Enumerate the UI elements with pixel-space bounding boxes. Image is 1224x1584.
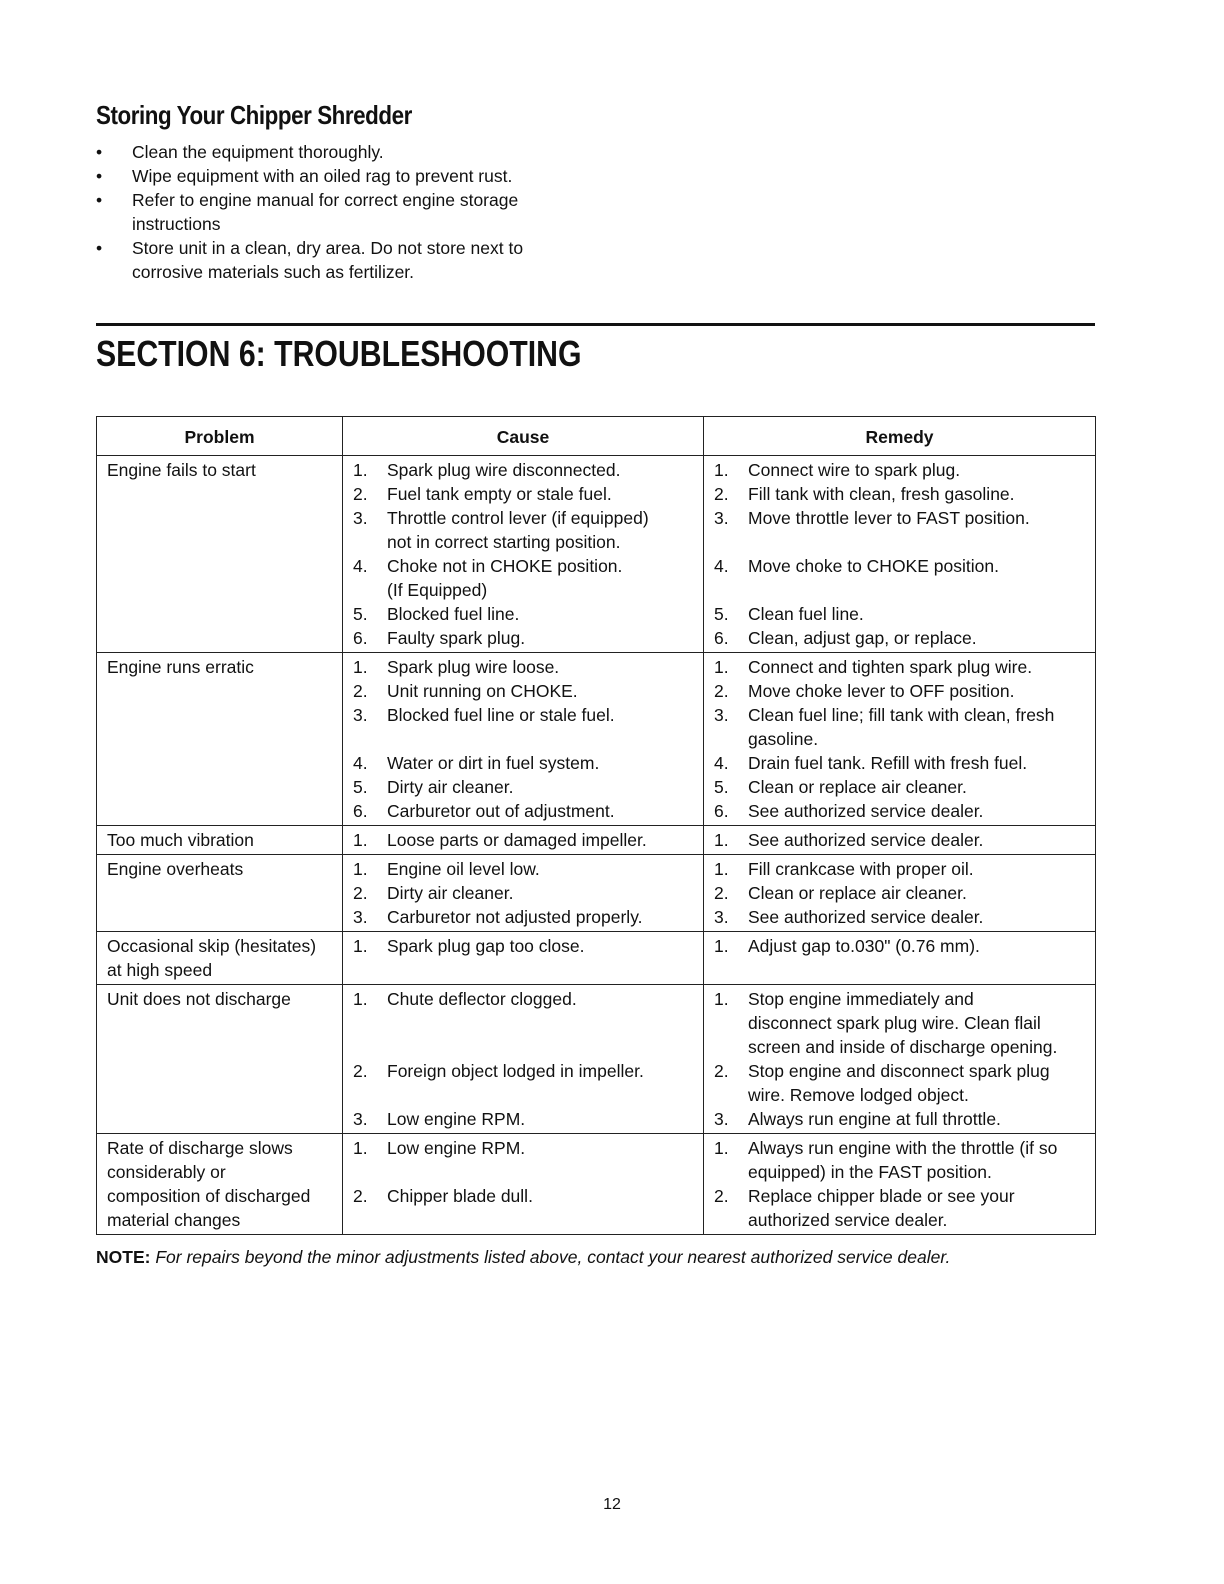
cause-line: Blocked fuel line. bbox=[387, 604, 520, 624]
remedy-text bbox=[748, 703, 1089, 751]
cause-line: Throttle control lever (if equipped) bbox=[387, 508, 649, 528]
remedy-text bbox=[748, 857, 1089, 881]
cause-text bbox=[387, 751, 697, 775]
cause-text bbox=[387, 1136, 697, 1184]
remedy-number: 1. bbox=[714, 936, 729, 956]
remedy-cell bbox=[704, 932, 1096, 985]
cause-text bbox=[387, 857, 697, 881]
remedy-line: See authorized service dealer. bbox=[748, 801, 984, 821]
remedy-line: Clean or replace air cleaner. bbox=[748, 883, 967, 903]
cause-item bbox=[353, 905, 697, 929]
cause-number: 3. bbox=[353, 907, 368, 927]
remedy-cell bbox=[704, 855, 1096, 932]
cause-line: Water or dirt in fuel system. bbox=[387, 753, 600, 773]
storing-bullet bbox=[96, 140, 616, 164]
remedy-text bbox=[748, 679, 1089, 703]
cause-text bbox=[387, 602, 697, 626]
remedy-text bbox=[748, 934, 1089, 958]
cause-cell bbox=[343, 855, 704, 932]
problem-line: Engine fails to start bbox=[107, 460, 256, 480]
table-row bbox=[97, 456, 1096, 653]
cause-number: 3. bbox=[353, 705, 368, 725]
table-row bbox=[97, 826, 1096, 855]
cause-item bbox=[353, 934, 697, 958]
remedy-item bbox=[714, 1184, 1089, 1232]
remedy-cell bbox=[704, 826, 1096, 855]
remedy-number: 2. bbox=[714, 1186, 729, 1206]
header-remedy: Remedy bbox=[704, 417, 1096, 456]
remedy-line: Drain fuel tank. Refill with fresh fuel. bbox=[748, 753, 1028, 773]
cause-text bbox=[387, 799, 697, 823]
cause-number: 3. bbox=[353, 1109, 368, 1129]
cause-item bbox=[353, 799, 697, 823]
cause-line: Dirty air cleaner. bbox=[387, 883, 514, 903]
remedy-number: 1. bbox=[714, 859, 729, 879]
footnote bbox=[96, 1245, 950, 1269]
table-header-row bbox=[97, 417, 1096, 456]
remedy-number: 1. bbox=[714, 989, 729, 1009]
cause-cell bbox=[343, 456, 704, 653]
cause-number: 5. bbox=[353, 604, 368, 624]
cause-text bbox=[387, 1059, 697, 1107]
table-row bbox=[97, 1134, 1096, 1235]
cause-text bbox=[387, 1107, 697, 1131]
cause-item bbox=[353, 1184, 697, 1232]
problem-line: Rate of discharge slows bbox=[107, 1138, 293, 1158]
table-row bbox=[97, 855, 1096, 932]
problem-cell bbox=[97, 932, 343, 985]
cause-line: Carburetor out of adjustment. bbox=[387, 801, 615, 821]
remedy-item bbox=[714, 554, 1089, 602]
cause-cell bbox=[343, 653, 704, 826]
cause-item bbox=[353, 506, 697, 554]
cause-number: 1. bbox=[353, 989, 368, 1009]
cause-line: Faulty spark plug. bbox=[387, 628, 526, 648]
cause-line: Carburetor not adjusted properly. bbox=[387, 907, 643, 927]
remedy-line: Adjust gap to.030" (0.76 mm). bbox=[748, 936, 980, 956]
cause-number: 5. bbox=[353, 777, 368, 797]
cause-item bbox=[353, 679, 697, 703]
cause-number: 1. bbox=[353, 859, 368, 879]
cause-item bbox=[353, 458, 697, 482]
cause-number: 4. bbox=[353, 753, 368, 773]
problem-line: at high speed bbox=[107, 960, 213, 980]
remedy-item bbox=[714, 602, 1089, 626]
remedy-item bbox=[714, 626, 1089, 650]
remedy-number: 1. bbox=[714, 460, 729, 480]
table-row bbox=[97, 653, 1096, 826]
cause-line: Chipper blade dull. bbox=[387, 1186, 533, 1206]
cause-text bbox=[387, 1184, 697, 1232]
remedy-text bbox=[748, 602, 1089, 626]
table-row bbox=[97, 932, 1096, 985]
remedy-item bbox=[714, 703, 1089, 751]
table-body bbox=[97, 456, 1096, 1235]
cause-line: Unit running on CHOKE. bbox=[387, 681, 578, 701]
problem-cell bbox=[97, 653, 343, 826]
table-row bbox=[97, 985, 1096, 1134]
problem-line: Engine overheats bbox=[107, 859, 244, 879]
remedy-text bbox=[748, 655, 1089, 679]
cause-item bbox=[353, 828, 697, 852]
cause-item bbox=[353, 987, 697, 1059]
remedy-text bbox=[748, 828, 1089, 852]
cause-line: Dirty air cleaner. bbox=[387, 777, 514, 797]
remedy-line: gasoline. bbox=[748, 729, 819, 749]
remedy-number: 5. bbox=[714, 604, 729, 624]
cause-item bbox=[353, 751, 697, 775]
header-cause: Cause bbox=[343, 417, 704, 456]
remedy-number: 2. bbox=[714, 1061, 729, 1081]
remedy-text bbox=[748, 506, 1089, 554]
remedy-item bbox=[714, 828, 1089, 852]
remedy-text bbox=[748, 775, 1089, 799]
cause-line: Low engine RPM. bbox=[387, 1138, 526, 1158]
cause-item bbox=[353, 655, 697, 679]
remedy-item bbox=[714, 679, 1089, 703]
remedy-text bbox=[748, 554, 1089, 602]
remedy-number: 4. bbox=[714, 556, 729, 576]
cause-number: 2. bbox=[353, 681, 368, 701]
storing-heading: Storing Your Chipper Shredder bbox=[96, 100, 412, 130]
cause-text bbox=[387, 828, 697, 852]
remedy-line: Move throttle lever to FAST position. bbox=[748, 508, 1030, 528]
cause-text bbox=[387, 482, 697, 506]
remedy-item bbox=[714, 751, 1089, 775]
problem-cell bbox=[97, 855, 343, 932]
bullet-line: Refer to engine manual for correct engine storage bbox=[132, 190, 519, 210]
cause-line: not in correct starting position. bbox=[387, 532, 621, 552]
cause-cell bbox=[343, 826, 704, 855]
remedy-line: equipped) in the FAST position. bbox=[748, 1162, 992, 1182]
cause-line: Low engine RPM. bbox=[387, 1109, 526, 1129]
cause-number: 1. bbox=[353, 830, 368, 850]
cause-number: 6. bbox=[353, 628, 368, 648]
cause-text bbox=[387, 554, 697, 602]
section-heading: SECTION 6: TROUBLESHOOTING bbox=[96, 333, 582, 374]
remedy-line: disconnect spark plug wire. Clean flail bbox=[748, 1013, 1041, 1033]
remedy-line: Always run engine with the throttle (if so bbox=[748, 1138, 1058, 1158]
remedy-line: Move choke lever to OFF position. bbox=[748, 681, 1015, 701]
remedy-item bbox=[714, 934, 1089, 958]
cause-item bbox=[353, 1136, 697, 1184]
remedy-text bbox=[748, 1136, 1089, 1184]
cause-text bbox=[387, 987, 697, 1059]
problem-line: Engine runs erratic bbox=[107, 657, 254, 677]
remedy-text bbox=[748, 905, 1089, 929]
remedy-text bbox=[748, 1184, 1089, 1232]
storing-bullet-list bbox=[96, 140, 616, 284]
remedy-line: Clean fuel line; fill tank with clean, fresh bbox=[748, 705, 1055, 725]
cause-item bbox=[353, 703, 697, 751]
remedy-number: 1. bbox=[714, 657, 729, 677]
bullet-line: Clean the equipment thoroughly. bbox=[132, 142, 384, 162]
remedy-number: 1. bbox=[714, 830, 729, 850]
remedy-number: 1. bbox=[714, 1138, 729, 1158]
remedy-line: See authorized service dealer. bbox=[748, 830, 984, 850]
bullet-line: instructions bbox=[132, 214, 221, 234]
bullet-icon: • bbox=[96, 190, 103, 210]
cause-item bbox=[353, 626, 697, 650]
remedy-text bbox=[748, 482, 1089, 506]
section-divider bbox=[96, 323, 1095, 326]
cause-number: 2. bbox=[353, 484, 368, 504]
remedy-number: 6. bbox=[714, 628, 729, 648]
remedy-text bbox=[748, 1107, 1089, 1131]
remedy-item bbox=[714, 775, 1089, 799]
cause-text bbox=[387, 506, 697, 554]
cause-text bbox=[387, 881, 697, 905]
note-text: For repairs beyond the minor adjustments listed above, contact your nearest authorized service dealer. bbox=[155, 1247, 951, 1267]
remedy-line: Clean or replace air cleaner. bbox=[748, 777, 967, 797]
remedy-number: 6. bbox=[714, 801, 729, 821]
cause-number: 6. bbox=[353, 801, 368, 821]
remedy-line: wire. Remove lodged object. bbox=[748, 1085, 969, 1105]
cause-number: 1. bbox=[353, 460, 368, 480]
problem-line: material changes bbox=[107, 1210, 241, 1230]
remedy-item bbox=[714, 1136, 1089, 1184]
remedy-item bbox=[714, 506, 1089, 554]
remedy-text bbox=[748, 458, 1089, 482]
cause-line: Fuel tank empty or stale fuel. bbox=[387, 484, 612, 504]
cause-text bbox=[387, 703, 697, 751]
remedy-text bbox=[748, 881, 1089, 905]
remedy-item bbox=[714, 987, 1089, 1059]
remedy-item bbox=[714, 482, 1089, 506]
remedy-line: Clean, adjust gap, or replace. bbox=[748, 628, 977, 648]
remedy-line: Fill crankcase with proper oil. bbox=[748, 859, 974, 879]
cause-cell bbox=[343, 985, 704, 1134]
cause-line: Spark plug gap too close. bbox=[387, 936, 585, 956]
storing-bullet bbox=[96, 188, 616, 236]
remedy-line: authorized service dealer. bbox=[748, 1210, 948, 1230]
problem-line: Occasional skip (hesitates) bbox=[107, 936, 317, 956]
cause-line: Foreign object lodged in impeller. bbox=[387, 1061, 644, 1081]
cause-item bbox=[353, 482, 697, 506]
remedy-item bbox=[714, 1107, 1089, 1131]
cause-cell bbox=[343, 1134, 704, 1235]
cause-text bbox=[387, 934, 697, 958]
cause-text bbox=[387, 655, 697, 679]
cause-number: 1. bbox=[353, 936, 368, 956]
problem-line: Too much vibration bbox=[107, 830, 254, 850]
cause-line: Engine oil level low. bbox=[387, 859, 540, 879]
cause-item bbox=[353, 857, 697, 881]
note-label: NOTE: bbox=[96, 1247, 151, 1267]
remedy-item bbox=[714, 905, 1089, 929]
bullet-icon: • bbox=[96, 142, 103, 162]
problem-cell bbox=[97, 1134, 343, 1235]
remedy-line: Stop engine and disconnect spark plug bbox=[748, 1061, 1050, 1081]
storing-bullet bbox=[96, 164, 616, 188]
cause-item bbox=[353, 1059, 697, 1107]
remedy-item bbox=[714, 881, 1089, 905]
cause-number: 2. bbox=[353, 883, 368, 903]
troubleshooting-table bbox=[96, 416, 1096, 1235]
remedy-number: 3. bbox=[714, 1109, 729, 1129]
problem-line: composition of discharged bbox=[107, 1186, 311, 1206]
cause-line: Spark plug wire disconnected. bbox=[387, 460, 621, 480]
remedy-text bbox=[748, 987, 1089, 1059]
cause-line: Spark plug wire loose. bbox=[387, 657, 560, 677]
cause-line: Loose parts or damaged impeller. bbox=[387, 830, 647, 850]
remedy-line: Clean fuel line. bbox=[748, 604, 864, 624]
remedy-item bbox=[714, 655, 1089, 679]
remedy-number: 3. bbox=[714, 508, 729, 528]
cause-line: Choke not in CHOKE position. bbox=[387, 556, 623, 576]
cause-text bbox=[387, 626, 697, 650]
cause-text bbox=[387, 679, 697, 703]
cause-line: Blocked fuel line or stale fuel. bbox=[387, 705, 615, 725]
cause-number: 1. bbox=[353, 657, 368, 677]
remedy-item bbox=[714, 857, 1089, 881]
cause-number: 1. bbox=[353, 1138, 368, 1158]
cause-item bbox=[353, 775, 697, 799]
cause-number: 4. bbox=[353, 556, 368, 576]
remedy-text bbox=[748, 799, 1089, 823]
cause-number: 2. bbox=[353, 1186, 368, 1206]
remedy-line: screen and inside of discharge opening. bbox=[748, 1037, 1058, 1057]
remedy-item bbox=[714, 799, 1089, 823]
bullet-line: Wipe equipment with an oiled rag to prevent rust. bbox=[132, 166, 513, 186]
cause-number: 3. bbox=[353, 508, 368, 528]
header-problem: Problem bbox=[97, 417, 343, 456]
cause-text bbox=[387, 458, 697, 482]
bullet-icon: • bbox=[96, 238, 103, 258]
cause-item bbox=[353, 602, 697, 626]
remedy-number: 3. bbox=[714, 907, 729, 927]
remedy-line: See authorized service dealer. bbox=[748, 907, 984, 927]
problem-line: Unit does not discharge bbox=[107, 989, 291, 1009]
problem-cell bbox=[97, 456, 343, 653]
bullet-line: corrosive materials such as fertilizer. bbox=[132, 262, 415, 282]
remedy-number: 2. bbox=[714, 484, 729, 504]
remedy-item bbox=[714, 458, 1089, 482]
remedy-text bbox=[748, 626, 1089, 650]
storing-bullet bbox=[96, 236, 616, 284]
cause-text bbox=[387, 905, 697, 929]
cause-text bbox=[387, 775, 697, 799]
remedy-cell bbox=[704, 1134, 1096, 1235]
bullet-icon: • bbox=[96, 166, 103, 186]
bullet-line: Store unit in a clean, dry area. Do not store next to bbox=[132, 238, 524, 258]
remedy-line: Move choke to CHOKE position. bbox=[748, 556, 999, 576]
remedy-number: 4. bbox=[714, 753, 729, 773]
remedy-line: Stop engine immediately and bbox=[748, 989, 974, 1009]
remedy-number: 2. bbox=[714, 883, 729, 903]
remedy-cell bbox=[704, 653, 1096, 826]
remedy-line: Connect and tighten spark plug wire. bbox=[748, 657, 1033, 677]
remedy-line: Always run engine at full throttle. bbox=[748, 1109, 1001, 1129]
cause-item bbox=[353, 881, 697, 905]
problem-line: considerably or bbox=[107, 1162, 226, 1182]
remedy-line: Replace chipper blade or see your bbox=[748, 1186, 1015, 1206]
remedy-text bbox=[748, 751, 1089, 775]
problem-cell bbox=[97, 985, 343, 1134]
cause-number: 2. bbox=[353, 1061, 368, 1081]
remedy-number: 5. bbox=[714, 777, 729, 797]
problem-cell bbox=[97, 826, 343, 855]
remedy-number: 2. bbox=[714, 681, 729, 701]
page-number: 12 bbox=[603, 1496, 621, 1513]
cause-item bbox=[353, 1107, 697, 1131]
remedy-line: Fill tank with clean, fresh gasoline. bbox=[748, 484, 1015, 504]
remedy-line: Connect wire to spark plug. bbox=[748, 460, 961, 480]
remedy-cell bbox=[704, 456, 1096, 653]
cause-line: Chute deflector clogged. bbox=[387, 989, 577, 1009]
remedy-number: 3. bbox=[714, 705, 729, 725]
remedy-cell bbox=[704, 985, 1096, 1134]
cause-line: (If Equipped) bbox=[387, 580, 488, 600]
cause-item bbox=[353, 554, 697, 602]
remedy-text bbox=[748, 1059, 1089, 1107]
cause-cell bbox=[343, 932, 704, 985]
remedy-item bbox=[714, 1059, 1089, 1107]
